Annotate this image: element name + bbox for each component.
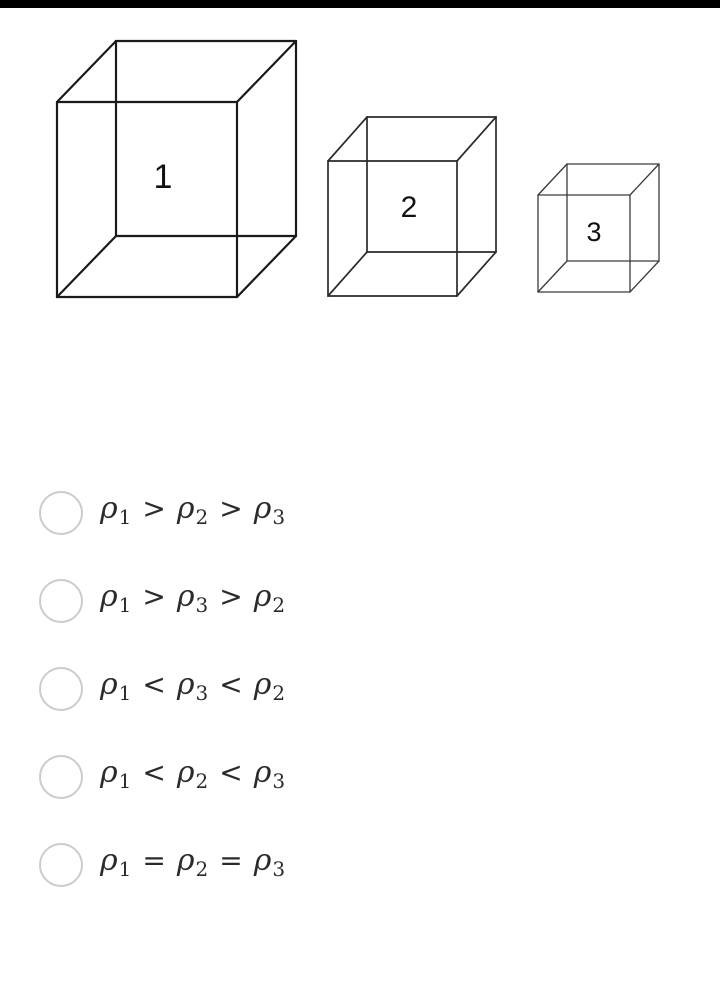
rho-symbol: ρ <box>253 491 272 526</box>
operator: > <box>142 492 166 525</box>
option-label-5 <box>100 839 285 891</box>
rho-symbol: ρ <box>176 667 195 702</box>
operator: < <box>219 668 243 701</box>
subscript: 3 <box>272 505 286 529</box>
cube-1-edge <box>237 236 296 297</box>
radio-button-2[interactable] <box>39 579 83 623</box>
cubes-figure <box>0 0 720 340</box>
cube-2-edge <box>457 252 496 296</box>
rho-symbol: ρ <box>100 667 118 702</box>
subscript: 2 <box>272 593 286 617</box>
subscript: 1 <box>118 593 132 617</box>
option-row-5[interactable] <box>0 843 720 887</box>
radio-button-3[interactable] <box>39 667 83 711</box>
option-row-1[interactable] <box>0 491 720 535</box>
subscript: 3 <box>272 857 286 881</box>
subscript: 3 <box>272 769 286 793</box>
subscript: 2 <box>195 857 209 881</box>
cube-label-3: 3 <box>586 217 602 247</box>
cube-3-edge <box>630 164 659 195</box>
cube-1-edge <box>57 236 116 297</box>
rho-symbol: ρ <box>253 755 272 790</box>
subscript: 3 <box>195 593 209 617</box>
rho-symbol: ρ <box>176 579 195 614</box>
radio-button-5[interactable] <box>39 843 83 887</box>
cube-2-edge <box>328 252 367 296</box>
cube-3-edge <box>630 261 659 292</box>
cube-1-edge <box>57 41 116 102</box>
rho-symbol: ρ <box>253 667 272 702</box>
rho-symbol: ρ <box>176 755 195 790</box>
cube-3-edge <box>538 164 567 195</box>
operator: > <box>219 580 243 613</box>
subscript: 1 <box>118 681 132 705</box>
rho-symbol: ρ <box>100 755 118 790</box>
rho-symbol: ρ <box>100 491 118 526</box>
option-row-2[interactable] <box>0 579 720 623</box>
radio-button-1[interactable] <box>39 491 83 535</box>
operator: = <box>142 844 166 877</box>
subscript: 2 <box>195 505 209 529</box>
cube-3-edge <box>538 261 567 292</box>
option-label-2 <box>100 575 285 627</box>
operator: < <box>142 756 166 789</box>
subscript: 2 <box>272 681 286 705</box>
operator: > <box>219 492 243 525</box>
operator: < <box>142 668 166 701</box>
subscript: 3 <box>195 681 209 705</box>
rho-symbol: ρ <box>253 843 272 878</box>
cubes-svg <box>0 0 720 340</box>
rho-symbol: ρ <box>253 579 272 614</box>
rho-symbol: ρ <box>100 843 118 878</box>
options-list <box>0 491 720 887</box>
cube-2-edge <box>328 117 367 161</box>
operator: < <box>219 756 243 789</box>
subscript: 1 <box>118 505 132 529</box>
rho-symbol: ρ <box>176 491 195 526</box>
radio-button-4[interactable] <box>39 755 83 799</box>
cube-label-2: 2 <box>400 191 418 224</box>
subscript: 1 <box>118 769 132 793</box>
operator: > <box>142 580 166 613</box>
operator: = <box>219 844 243 877</box>
rho-symbol: ρ <box>100 579 118 614</box>
option-label-4 <box>100 751 285 803</box>
cube-2-edge <box>457 117 496 161</box>
option-label-3 <box>100 663 285 715</box>
cube-label-1: 1 <box>153 158 173 196</box>
option-row-3[interactable] <box>0 667 720 711</box>
cube-1-edge <box>237 41 296 102</box>
option-row-4[interactable] <box>0 755 720 799</box>
option-label-1 <box>100 487 285 539</box>
subscript: 1 <box>118 857 132 881</box>
subscript: 2 <box>195 769 209 793</box>
rho-symbol: ρ <box>176 843 195 878</box>
